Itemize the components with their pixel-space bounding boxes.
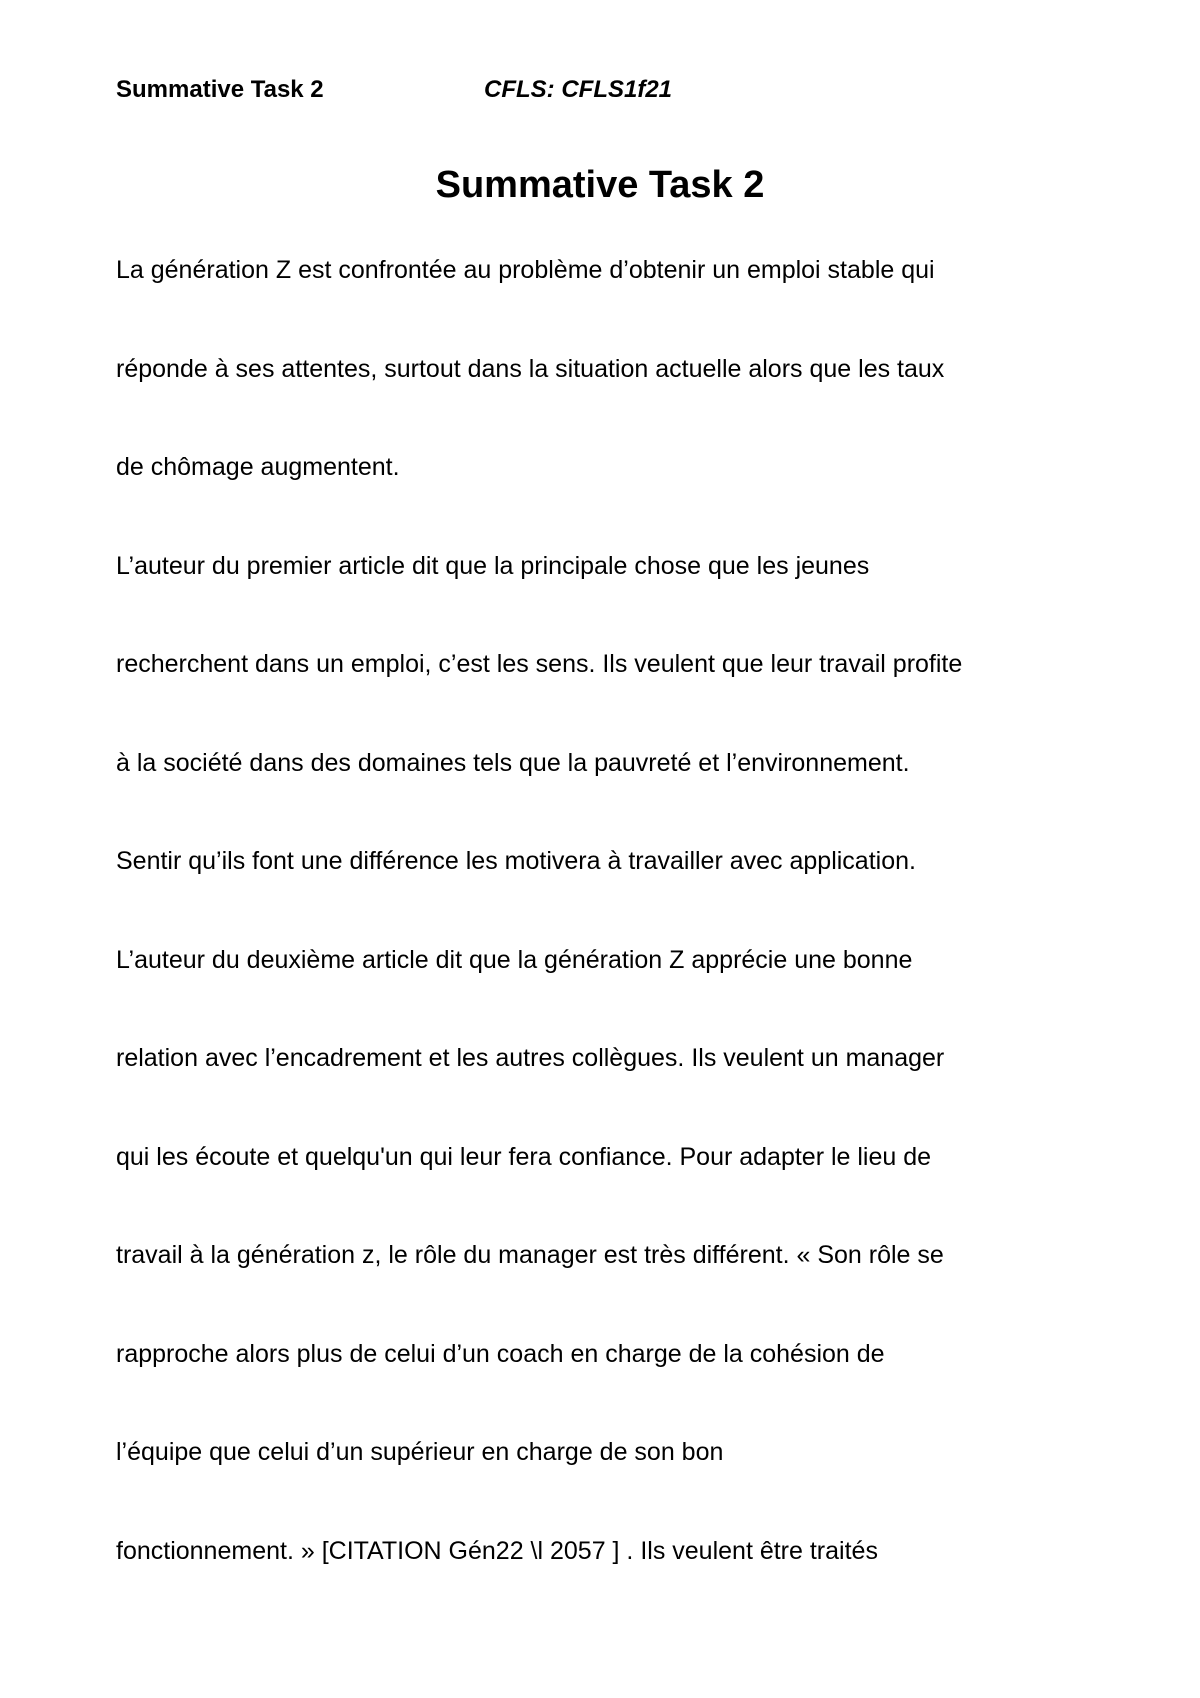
body-line: l’équipe que celui d’un supérieur en charge de son bon: [116, 1438, 724, 1466]
body-line: La génération Z est confrontée au problème d’obtenir un emploi stable qui: [116, 256, 935, 284]
body-line: rapproche alors plus de celui d’un coach en charge de la cohésion de: [116, 1339, 885, 1368]
header-task-label: Summative Task 2: [116, 76, 324, 103]
body-line: réponde à ses attentes, surtout dans la situation actuelle alors que les taux: [116, 354, 945, 383]
body-line: L’auteur du premier article dit que la principale chose que les jeunes: [116, 551, 870, 580]
body-line: L’auteur du deuxième article dit que la génération Z apprécie une bonne: [116, 945, 913, 974]
body-line: recherchent dans un emploi, c’est les sens. Ils veulent que leur travail profite: [116, 650, 963, 678]
body-line: Sentir qu’ils font une différence les motivera à travailler avec application.: [116, 847, 916, 875]
body-line: de chômage augmentent.: [116, 453, 400, 481]
body-line: travail à la génération z, le rôle du manager est très différent. « Son rôle se: [116, 1241, 944, 1269]
body-line: fonctionnement. » [CITATION Gén22 \l 2057 ] . Ils veulent être traités: [116, 1536, 878, 1565]
document-title: Summative Task 2: [435, 164, 765, 206]
body-line: relation avec l’encadrement et les autres collègues. Ils veulent un manager: [116, 1044, 945, 1072]
body-line: qui les écoute et quelqu'un qui leur fera confiance. Pour adapter le lieu de: [116, 1142, 932, 1171]
body-line: à la société dans des domaines tels que la pauvreté et l’environnement.: [116, 748, 910, 777]
document-body: [116, 252, 1116, 1631]
header-course-code: CFLS: CFLS1f21: [484, 76, 673, 103]
